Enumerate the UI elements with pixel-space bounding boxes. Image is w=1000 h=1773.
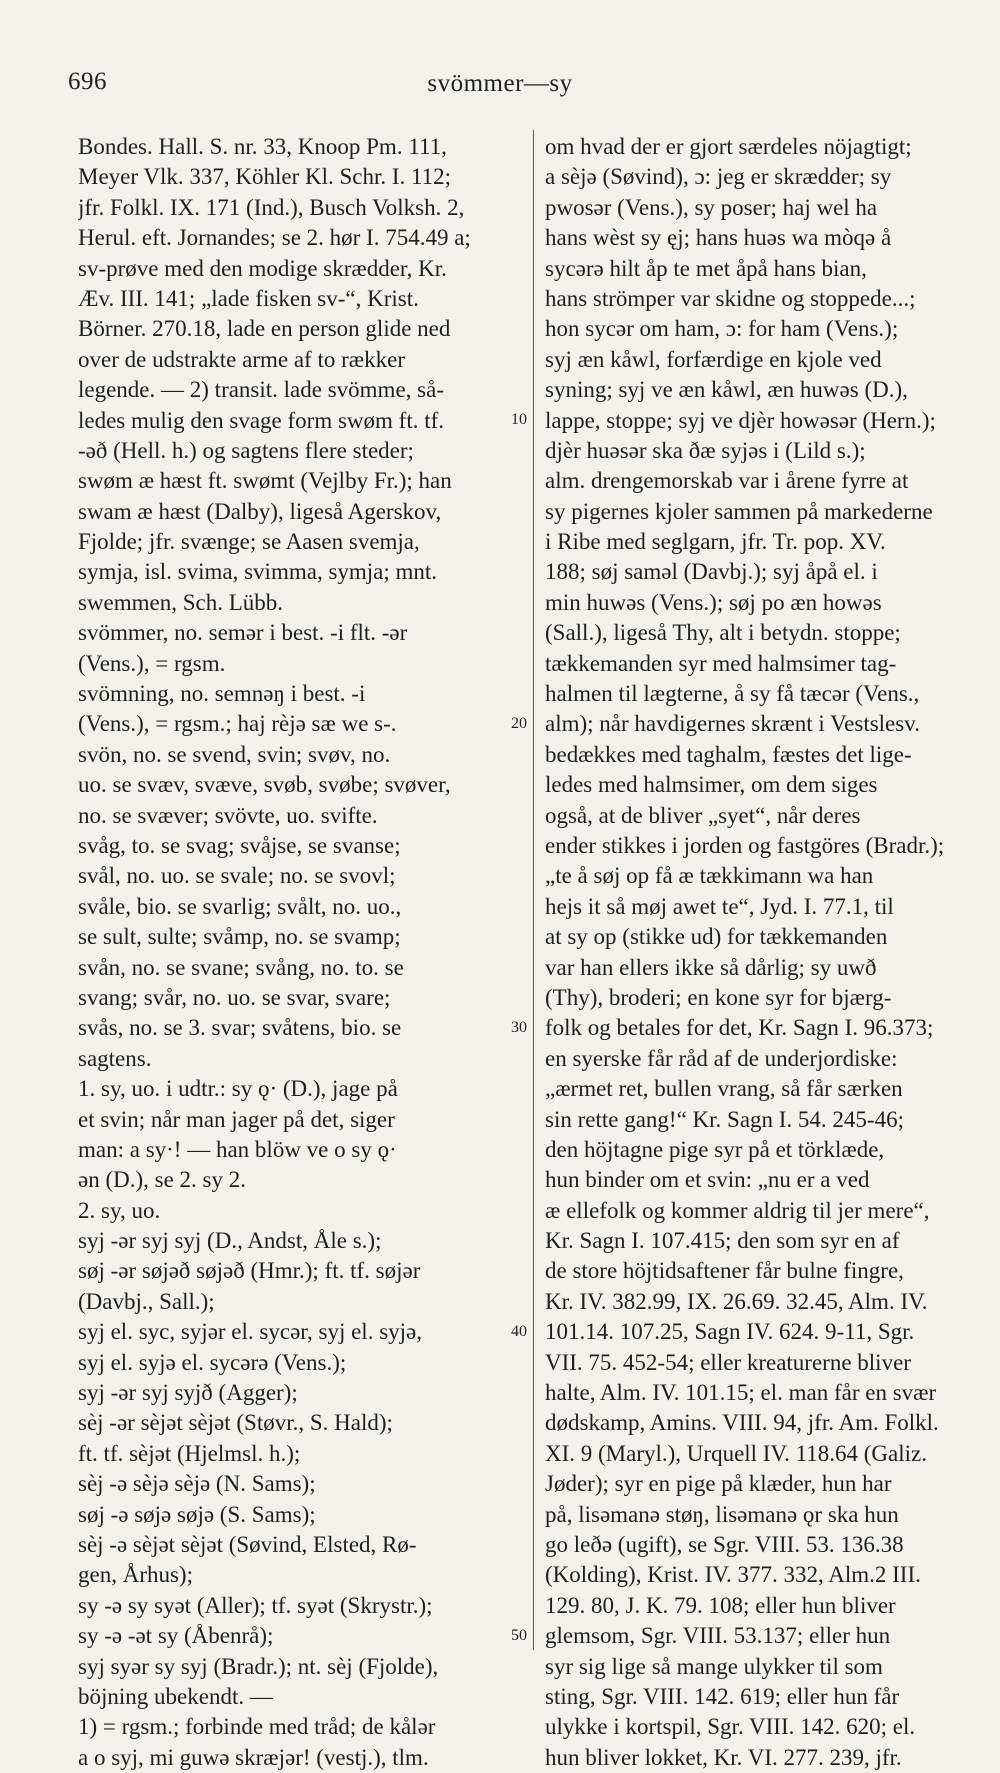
page-number: 696 <box>68 68 107 95</box>
left-column-line: Börner. 270.18, lade en person glide ned <box>78 316 451 342</box>
right-column-line: om hvad der er gjort særdeles nöjagtigt; <box>545 134 912 159</box>
right-column-line: syr sig lige så mange ulykker til som <box>545 1653 883 1679</box>
right-column-line: tækkemanden syr med halmsimer tag- <box>545 650 897 676</box>
right-column-line: i Ribe med seglgarn, jfr. Tr. pop. XV. <box>545 529 886 555</box>
left-column-line: svömmer, no. semər i best. -i flt. -ər <box>78 620 408 646</box>
right-column-line: syj æn kåwl, forfærdige en kjole ved <box>545 346 882 372</box>
right-column-line: ledes med halmsimer, om dem siges <box>545 772 878 798</box>
left-column-line: Bondes. Hall. S. nr. 33, Knoop Pm. 111, <box>78 134 447 159</box>
right-column-line: 129. 80, J. K. 79. 108; eller hun bliver <box>545 1592 896 1618</box>
right-column-line: også, at de bliver „syet“, når deres <box>545 802 861 828</box>
right-column-line: halte, Alm. IV. 101.15; el. man får en svær <box>545 1380 937 1406</box>
column-rule <box>533 130 534 1650</box>
left-column-line: 1) = rgsm.; forbinde med tråd; de kålər <box>78 1714 436 1740</box>
left-column-line: gen, Århus); <box>78 1562 193 1588</box>
left-column-line: Meyer Vlk. 337, Köhler Kl. Schr. I. 112; <box>78 164 452 190</box>
left-column-line: no. se svæver; svövte, uo. svifte. <box>78 802 378 828</box>
left-column-line: 1. sy, uo. i udtr.: sy ǫ· (D.), jage på <box>78 1076 398 1102</box>
margin-line-number: 30 <box>511 1019 527 1036</box>
right-column-line: 188; søj saməl (Davbj.); syj åpå el. i <box>545 559 878 585</box>
left-column-line: swøm æ hæst ft. swømt (Vejlby Fr.); han <box>78 468 452 494</box>
left-column-line: syj el. syc, syjər el. sycər, syj el. syjə, <box>78 1319 423 1345</box>
left-column-line: man: a sy·! — han blöw ve o sy ǫ· <box>78 1136 397 1162</box>
left-column-line: (Vens.), = rgsm. <box>78 650 226 676</box>
left-column-line: (Vens.), = rgsm.; haj rèjə sæ we s-. <box>78 711 397 737</box>
left-column-line: swam æ hæst (Dalby), ligeså Agerskov, <box>78 498 442 524</box>
left-column-line: søj -ər søjəð søjəð (Hmr.); ft. tf. søjər <box>78 1258 421 1284</box>
right-column-line: dødskamp, Amins. VIII. 94, jfr. Am. Folkl. <box>545 1410 939 1436</box>
right-column-line: hun bliver lokket, Kr. VI. 277. 239, jfr. <box>545 1744 902 1770</box>
left-column-line: -əð (Hell. h.) og sagtens flere steder; <box>78 437 414 463</box>
right-column-line: hon sycər om ham, ɔ: for ham (Vens.); <box>545 316 899 342</box>
right-column-line: hun binder om et svin: „nu er a ved <box>545 1167 870 1193</box>
left-column-line: sèj -ə sèjət sèjət (Søvind, Elsted, Rø- <box>78 1531 417 1557</box>
right-column-line: alm. drengemorskab var i årene fyrre at <box>545 468 909 494</box>
left-column-line: svås, no. se 3. svar; svåtens, bio. se <box>78 1015 402 1041</box>
right-column-line: bedækkes med taghalm, fæstes det lige- <box>545 741 912 767</box>
right-column <box>545 132 997 1773</box>
right-column-line: VII. 75. 452-54; eller kreaturerne bliver <box>545 1349 911 1375</box>
right-column-line: (Kolding), Krist. IV. 377. 332, Alm.2 III. <box>545 1562 921 1588</box>
right-column-line: Kr. IV. 382.99, IX. 26.69. 32.45, Alm. IV. <box>545 1288 928 1314</box>
left-column-line: svåle, bio. se svarlig; svålt, no. uo., <box>78 893 402 919</box>
right-column-line: 101.14. 107.25, Sagn IV. 624. 9-11, Sgr. <box>545 1319 915 1345</box>
right-column-line: XI. 9 (Maryl.), Urquell IV. 118.64 (Galiz. <box>545 1440 927 1466</box>
left-column-line: symja, isl. svima, svimma, symja; mnt. <box>78 559 438 585</box>
left-column-line: ən (D.), se 2. sy 2. <box>78 1167 246 1193</box>
left-column-line: svömning, no. semnəŋ i best. -i <box>78 681 366 707</box>
left-column-line: svön, no. se svend, svin; svøv, no. <box>78 741 391 767</box>
left-column-line: sy -ə sy syət (Aller); tf. syət (Skrystr.); <box>78 1592 433 1618</box>
margin-line-number: 20 <box>511 715 527 732</box>
right-column-line: på, lisəmanə støŋ, lisəmanə ǫr ska hun <box>545 1501 899 1527</box>
margin-line-number: 50 <box>511 1627 527 1644</box>
left-column-line: syj -ər syj syjð (Agger); <box>78 1380 298 1406</box>
right-column-line: Jøder); syr en pige på klæder, hun har <box>545 1471 892 1497</box>
left-column-line: sagtens. <box>78 1045 152 1071</box>
left-column-line: svåg, to. se svag; svåjse, se svanse; <box>78 832 401 858</box>
left-column-line: (Davbj., Sall.); <box>78 1288 215 1314</box>
right-column-line: djèr huəsər ska ðæ syjəs i (Lild s.); <box>545 437 866 463</box>
left-column-line: søj -ə søjə søjə (S. Sams); <box>78 1501 316 1527</box>
margin-line-number: 40 <box>511 1323 527 1340</box>
right-column-line: sin rette gang!“ Kr. Sagn I. 54. 245-46; <box>545 1106 904 1132</box>
left-column-line: syj el. syjə el. sycərə (Vens.); <box>78 1349 347 1375</box>
right-column-line: halmen til lægterne, å sy få tæcər (Vens., <box>545 681 920 707</box>
right-column-line: de store höjtidsaftener får bulne fingre, <box>545 1258 904 1284</box>
right-column-line: hans wèst sy ęj; hans huəs wa mòqə å <box>545 225 892 251</box>
left-column-line: svang; svår, no. uo. se svar, svare; <box>78 984 391 1010</box>
right-column-line: folk og betales for det, Kr. Sagn I. 96.373; <box>545 1015 934 1041</box>
right-column-line: ender stikkes i jorden og fastgöres (Bradr.); <box>545 832 945 858</box>
right-column-line: min huwəs (Vens.); søj po æn howəs <box>545 589 882 615</box>
left-column-line: se sult, sulte; svåmp, no. se svamp; <box>78 924 401 950</box>
left-column-line: böjning ubekendt. — <box>78 1683 273 1709</box>
right-column-line: hejs it så møj awet te“, Jyd. I. 77.1, til <box>545 893 894 919</box>
right-column-line: (Sall.), ligeså Thy, alt i betydn. stoppe; <box>545 620 901 646</box>
right-column-line: go leðə (ugift), se Sgr. VIII. 53. 136.38 <box>545 1531 904 1557</box>
left-column-line: ft. tf. sèjət (Hjelmsl. h.); <box>78 1440 301 1466</box>
left-column-line: uo. se svæv, svæve, svøb, svøbe; svøver, <box>78 772 451 798</box>
right-column-line: alm); når havdigernes skrænt i Vestslesv. <box>545 711 920 737</box>
right-column-line: lappe, stoppe; syj ve djèr howəsər (Hern.); <box>545 407 936 433</box>
left-column-line: 2. sy, uo. <box>78 1197 161 1223</box>
right-column-line: „te å søj op få æ tækkimann wa han <box>545 863 874 889</box>
left-column-line: sèj -ər sèjət sèjət (Støvr., S. Hald); <box>78 1410 393 1436</box>
right-column-line: syning; syj ve æn kåwl, æn huwəs (D.), <box>545 377 908 403</box>
left-column-line: svån, no. se svane; svång, no. to. se <box>78 954 404 980</box>
left-column-line: jfr. Folkl. IX. 171 (Ind.), Busch Volksh. 2, <box>78 194 465 220</box>
right-column-line: Kr. Sagn I. 107.415; den som syr en af <box>545 1228 900 1254</box>
left-column <box>78 132 523 1773</box>
left-column-line: a o syj, mi guwə skræjər! (vestj.), tlm. <box>78 1744 429 1770</box>
margin-line-number: 10 <box>511 411 527 428</box>
running-head: svömmer—sy <box>427 70 573 97</box>
right-column-line: pwosər (Vens.), sy poser; haj wel ha <box>545 194 878 220</box>
right-column-line: æ ellefolk og kommer aldrig til jer mere“, <box>545 1197 930 1223</box>
left-column-line: Æv. III. 141; „lade fisken sv-“, Krist. <box>78 285 419 311</box>
left-column-line: sy -ə -ət sy (Åbenrå); <box>78 1623 274 1649</box>
right-column-line: ulykke i kortspil, Sgr. VIII. 142. 620; el. <box>545 1714 916 1740</box>
right-column-line: sy pigernes kjoler sammen på markederne <box>545 498 933 524</box>
left-column-line: legende. — 2) transit. lade svömme, så- <box>78 377 444 403</box>
right-column-line: at sy op (stikke ud) for tækkemanden <box>545 924 888 950</box>
right-column-line: sycərə hilt åp te met åpå hans bian, <box>545 255 867 281</box>
right-column-line: „ærmet ret, bullen vrang, så får særken <box>545 1076 903 1102</box>
left-column-line: et svin; når man jager på det, siger <box>78 1106 395 1132</box>
left-column-line: svål, no. uo. se svale; no. se svovl; <box>78 863 396 889</box>
left-column-line: syj -ər syj syj (D., Andst, Åle s.); <box>78 1228 382 1254</box>
right-column-line: den höjtagne pige syr på et törklæde, <box>545 1136 885 1162</box>
left-column-line: sv-prøve med den modige skrædder, Kr. <box>78 255 447 281</box>
left-column-line: sèj -ə sèjə sèjə (N. Sams); <box>78 1471 316 1497</box>
right-column-line: a sèjə (Søvind), ɔ: jeg er skrædder; sy <box>545 164 892 190</box>
right-column-line: hans strömper var skidne og stoppede...; <box>545 285 916 311</box>
left-column-line: Fjolde; jfr. svænge; se Aasen svemja, <box>78 529 420 555</box>
left-column-line: Herul. eft. Jornandes; se 2. hør I. 754.49 a; <box>78 225 471 251</box>
right-column-line: var han ellers ikke så dårlig; sy uwð <box>545 954 877 980</box>
right-column-line: glemsom, Sgr. VIII. 53.137; eller hun <box>545 1623 891 1649</box>
left-column-line: swemmen, Sch. Lübb. <box>78 589 284 615</box>
right-column-line: en syerske får råd af de underjordiske: <box>545 1045 898 1071</box>
left-column-line: over de udstrakte arme af to rækker <box>78 346 405 372</box>
left-column-line: syj syər sy syj (Bradr.); nt. sèj (Fjolde), <box>78 1653 439 1679</box>
right-column-line: (Thy), broderi; en kone syr for bjærg- <box>545 984 892 1010</box>
right-column-line: sting, Sgr. VIII. 142. 619; eller hun får <box>545 1683 900 1709</box>
left-column-line: ledes mulig den svage form swøm ft. tf. <box>78 407 445 433</box>
